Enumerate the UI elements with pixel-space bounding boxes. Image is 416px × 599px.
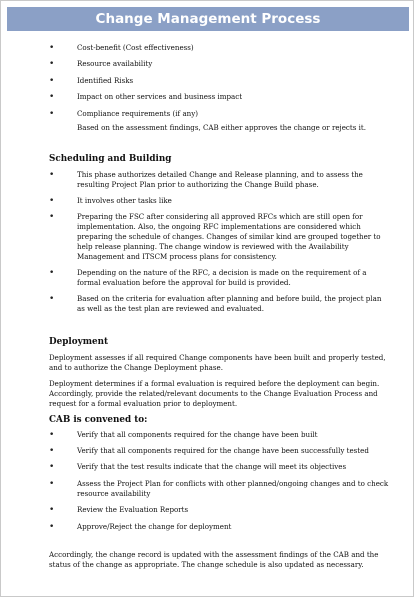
list-item: • Assess the Project Plan for conflicts with other planned/ongoing changes and to check resource availability	[49, 479, 389, 499]
list-item: • Based on the criteria for evaluation after planning and before build, the project plan as well as the test plan are reviewed and evaluated.	[49, 294, 389, 314]
deployment-heading: Deployment	[49, 336, 109, 347]
deployment-paragraph-2: Deployment determines if a formal evaluation is required before the deployment can begin. Accordingly, provide the related/relevant documents to the Change Evaluation Process and request for a formal evaluation prior to deployment.	[49, 378, 380, 408]
list-item: • Cost-benefit (Cost effectiveness)	[49, 43, 389, 53]
list-item: • Review the Evaluation Reports	[49, 505, 389, 515]
scheduling-list	[49, 170, 389, 314]
list-item: • Resource availability	[49, 59, 389, 69]
cab-list	[49, 430, 389, 532]
assessment-criteria-list	[49, 43, 389, 119]
closing-paragraph: Accordingly, the change record is updated with the assessment findings of the CAB and the status of the change as appropriate. The change schedule is also updated as necessary.	[49, 549, 379, 569]
document-body	[49, 43, 389, 570]
list-item: • Verify that all components required for the change have been built	[49, 430, 389, 440]
list-item: • Approve/Reject the change for deployment	[49, 522, 389, 532]
deployment-paragraph-1: Deployment assesses if all required Change components have been built and properly tested, and to authorize the Change Deployment phase.	[49, 352, 386, 372]
list-item: • This phase authorizes detailed Change and Release planning, and to assess the resulting Project Plan prior to authorizing the Change Build phase.	[49, 170, 389, 190]
list-item: • Impact on other services and business impact	[49, 92, 389, 102]
list-item: • Verify that the test results indicate that the change will meet its objectives	[49, 462, 389, 472]
assessment-followup: Based on the assessment findings, CAB either approves the change or rejects it.	[77, 122, 367, 132]
list-item: • It involves other tasks like	[49, 196, 389, 206]
page-title: Change Management Process	[7, 7, 409, 31]
scheduling-heading: Scheduling and Building	[49, 153, 172, 164]
list-item: • Identified Risks	[49, 76, 389, 86]
list-item: • Depending on the nature of the RFC, a decision is made on the requirement of a formal evaluation before the approval for build is provided.	[49, 268, 389, 288]
list-item: • Verify that all components required for the change have been successfully tested	[49, 446, 389, 456]
cab-heading: CAB is convened to:	[49, 414, 148, 425]
list-item: • Compliance requirements (if any)	[49, 109, 389, 119]
list-item: • Preparing the FSC after considering all approved RFCs which are still open for implementation. Also, the ongoing RFC implementations are considered which preparing the schedule of changes. Changes of similar kind are grouped together to help release planning. The change window is reviewed with the Availability Management and ITSCM process plans for consistency.	[49, 212, 389, 262]
